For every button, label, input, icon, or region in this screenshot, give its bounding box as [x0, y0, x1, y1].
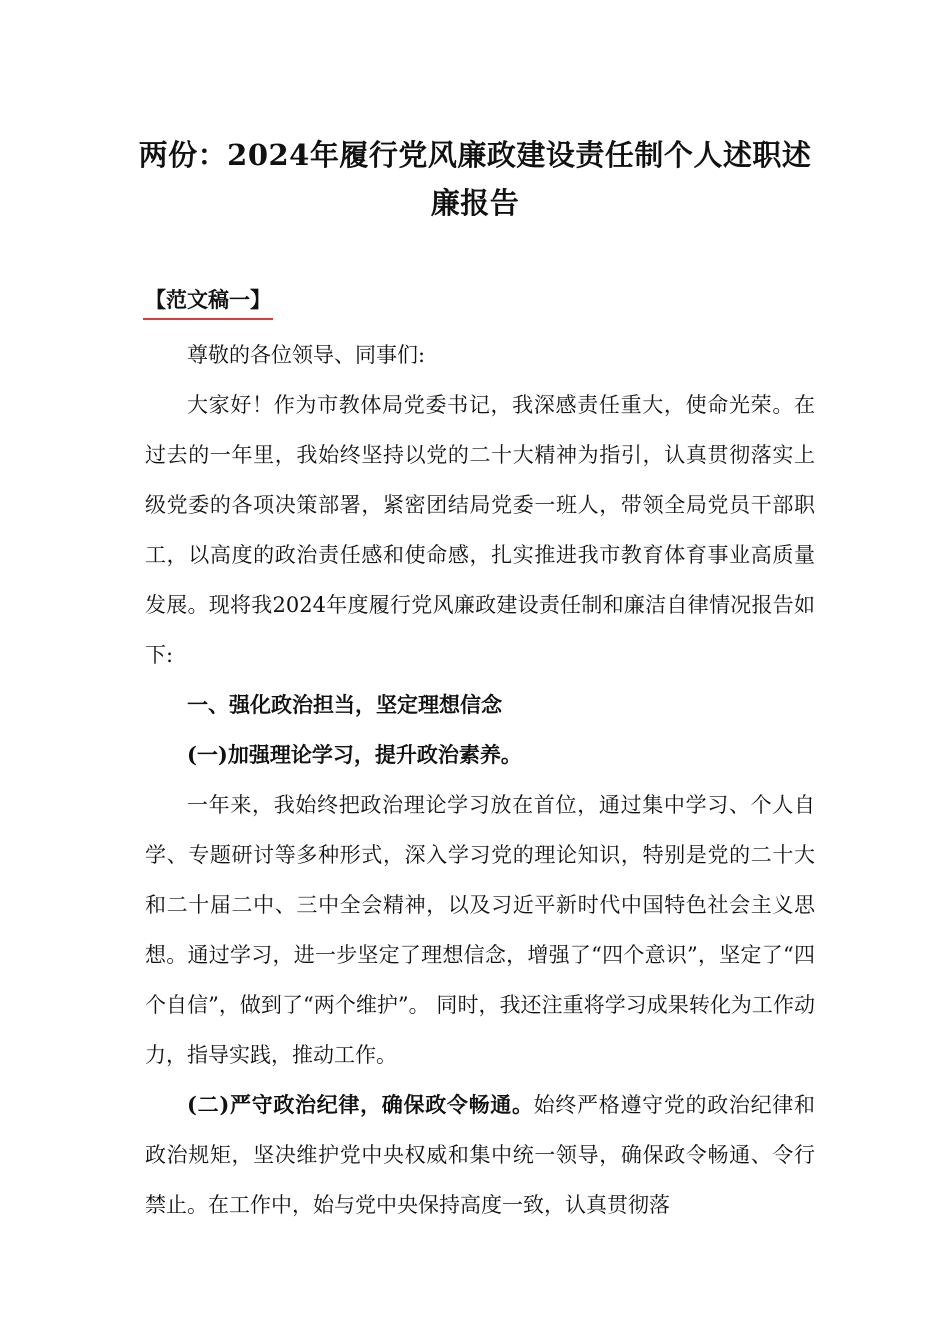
document-title-line-1: 两份：2024年履行党风廉政建设责任制个人述职述 — [138, 138, 812, 172]
salutation-paragraph: 尊敬的各位领导、同事们: — [187, 343, 426, 367]
discipline-paragraph-text: 始终严格遵守党的政治纪律和政治规矩，坚决维护党中央权威和集中统一领导，确保政令畅通、令行禁止。在工作中，始与党中央保持高度一致，认真贯彻落 — [145, 1093, 815, 1217]
study-paragraph: 一年来，我始终把政治理论学习放在首位，通过集中学习、个人自学、专题研讨等多种形式，深入学习党的理论知识，特别是党的二十大和二十届二中、三中全会精神，以及习近平新时代中国特色社会主义思想。通过学习，进一步坚定了理想信念，增强了“四个意识”，坚定了“四个自信”，做到了“两个维护”。 同时，我还注重将学习成果转化为工作动力，指导实践，推动工作。 — [145, 793, 815, 1067]
intro-paragraph: 大家好！作为市教体局党委书记，我深感责任重大，使命光荣。在过去的一年里，我始终坚持以党的二十大精神为指引，认真贯彻落实上级党委的各项决策部署，紧密团结局党委一班人，带领全局党员干部职工，以高度的政治责任感和使命感，扎实推进我市教育体育事业高质量发展。现将我2024年度履行党风廉政建设责任制和廉洁自律情况报告如下: — [145, 393, 815, 667]
section-heading-1: 一、强化政治担当，坚定理想信念 — [187, 692, 502, 717]
subsection-heading-1: (一)加强理论学习，提升政治素养。 — [187, 742, 522, 767]
discipline-paragraph — [145, 1080, 815, 1230]
subsection-heading-2: (二)严守政治纪律，确保政令畅通。 — [187, 1092, 534, 1117]
document-title-line-2: 廉报告 — [430, 186, 520, 220]
section-tag: 【范文稿一】 — [143, 284, 273, 320]
document-body — [145, 330, 815, 1230]
